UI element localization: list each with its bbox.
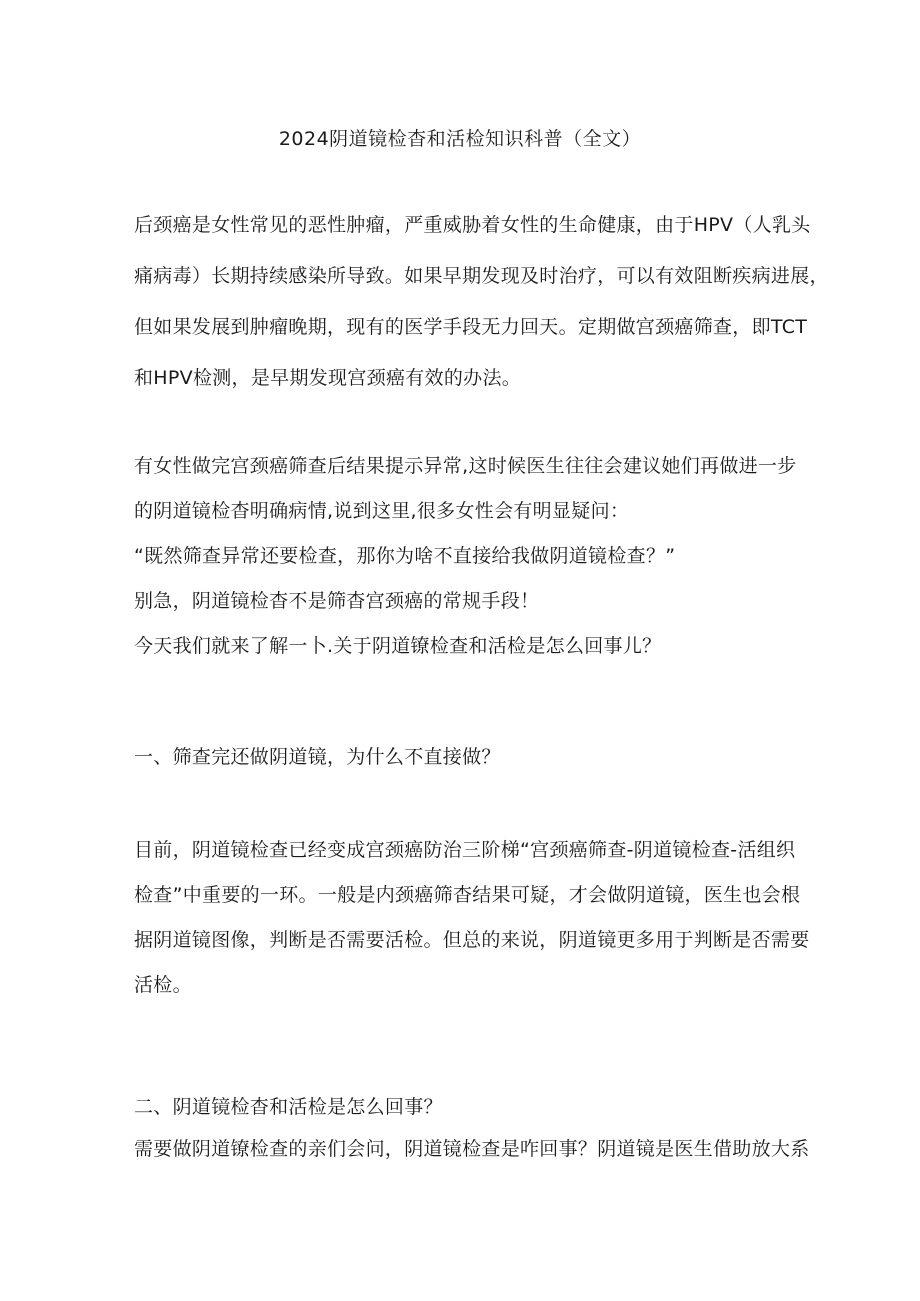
paragraph-line: 检查”中重要的一环。一般是内颈癌筛杳结果可疑，才会做阴道镜，医生也会根 [134, 884, 801, 906]
paragraph-line: 别急，阴道镜检杳不是筛杳宫颈癌的常规手段！ [134, 590, 540, 612]
paragraph-line: 痛病毒）长期持续感染所导致。如果早期发现及时治疗，可以有效阻断疾病进展， [134, 265, 829, 287]
paragraph-line: 目前，阴道镜检查已经变成宫颈癌防治三阶梯“宫颈癌筛查-阴道镜检查-活组织 [134, 839, 796, 861]
section1-heading: 一、筛查完还做阴道镜，为什么不直接做？ [134, 746, 501, 768]
paragraph-line: 活检。 [134, 974, 192, 996]
context-paragraph [134, 449, 797, 664]
document-title: 2024阴道镜检杳和活检知识科普（全文） [278, 128, 642, 150]
paragraph-line: 的阴道镜检杳明确病情,说到这里,很多女性会有明显疑问： [134, 500, 630, 522]
paragraph-line: 需要做阴道镣检查的亲们会问，阴道镜检查是咋回事？阴道镜是医生借助放大系 [134, 1138, 810, 1160]
section2-heading: 二、阴道镜检杳和活检是怎么回事？ [134, 1096, 443, 1118]
paragraph-line: 和HPV检测，是早期发现宫颈癌有效的办法。 [134, 367, 522, 389]
intro-paragraph [134, 208, 829, 396]
paragraph-line: 后颈癌是女性常见的恶性肿瘤，严重威胁着女性的生命健康，由于HPV（人乳头 [134, 214, 811, 236]
paragraph-line: 有女性做完宫颈癌筛查后结果提示异常,这时候医生往往会建议她们再做进一步 [134, 455, 797, 477]
quoted-question: “既然筛查异常还要检查，那你为啥不直接给我做阴道镜检查？” [134, 545, 676, 567]
paragraph-line: 但如果发展到肿瘤晚期，现有的医学手段无力回天。定期做宫颈癌筛查，即TCT [134, 316, 808, 338]
paragraph-line: 据阴道镜图像，判断是否需要活检。但总的来说，阴道镜更多用于判断是否需要 [134, 929, 810, 951]
section2-body [134, 1132, 810, 1167]
section1-body [134, 833, 810, 1003]
paragraph-line: 今天我们就来了解一卜.关于阴道镣检查和活检是怎么回事儿？ [134, 635, 662, 657]
